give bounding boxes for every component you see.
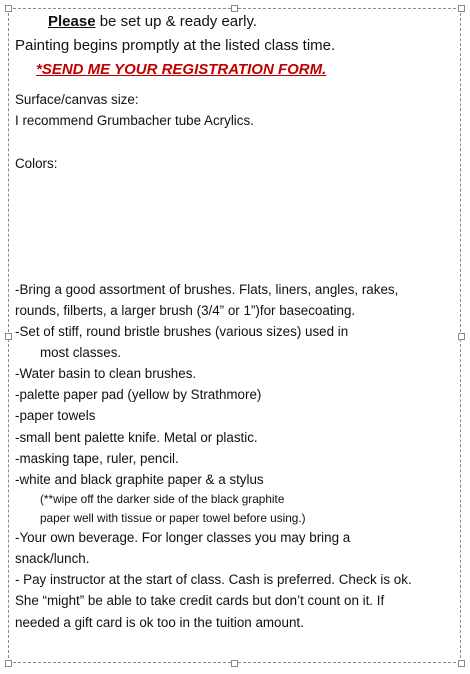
setup-reminder	[48, 13, 257, 30]
start-time-note: Painting begins promptly at the listed class time.	[15, 37, 336, 54]
payment-note: needed a gift card is ok too in the tuition amount.	[15, 615, 304, 630]
supply-item: -palette paper pad (yellow by Strathmore)	[15, 387, 262, 402]
supply-item: -masking tape, ruler, pencil.	[15, 451, 179, 466]
resize-handle-bottom-left[interactable]	[5, 660, 12, 667]
setup-reminder-text: be set up & ready early.	[95, 13, 258, 30]
resize-handle-middle-left[interactable]	[5, 333, 12, 340]
please-emphasis: Please	[48, 13, 96, 30]
resize-handle-top-left[interactable]	[5, 5, 12, 12]
supply-item: -small bent palette knife. Metal or plastic.	[15, 430, 258, 445]
supply-item: -Water basin to clean brushes.	[15, 366, 197, 381]
resize-handle-bottom-right[interactable]	[458, 660, 465, 667]
supply-item: most classes.	[40, 345, 122, 360]
supply-item: snack/lunch.	[15, 551, 90, 566]
resize-handle-top-right[interactable]	[458, 5, 465, 12]
supply-item: -Bring a good assortment of brushes. Flats, liners, angles, rakes,	[15, 282, 399, 297]
payment-note: - Pay instructor at the start of class. Cash is preferred. Check is ok.	[15, 572, 412, 587]
resize-handle-bottom-center[interactable]	[231, 660, 238, 667]
paint-recommendation: I recommend Grumbacher tube Acrylics.	[15, 113, 254, 128]
supply-item: -Your own beverage. For longer classes you may bring a	[15, 530, 351, 545]
supply-item: -Set of stiff, round bristle brushes (various sizes) used in	[15, 324, 349, 339]
supply-note: (**wipe off the darker side of the black graphite	[40, 492, 285, 506]
resize-handle-top-center[interactable]	[231, 5, 238, 12]
supply-item: -paper towels	[15, 408, 96, 423]
payment-note: She “might” be able to take credit cards but don’t count on it. If	[15, 593, 385, 608]
supply-item: rounds, filberts, a larger brush (3/4” or 1”)for basecoating.	[15, 303, 356, 318]
registration-notice: *SEND ME YOUR REGISTRATION FORM.	[36, 61, 327, 78]
surface-size-label: Surface/canvas size:	[15, 92, 139, 107]
colors-label: Colors:	[15, 156, 58, 171]
resize-handle-middle-right[interactable]	[458, 333, 465, 340]
supply-note: paper well with tissue or paper towel before using.)	[40, 511, 306, 525]
supply-item: -white and black graphite paper & a stylus	[15, 472, 264, 487]
